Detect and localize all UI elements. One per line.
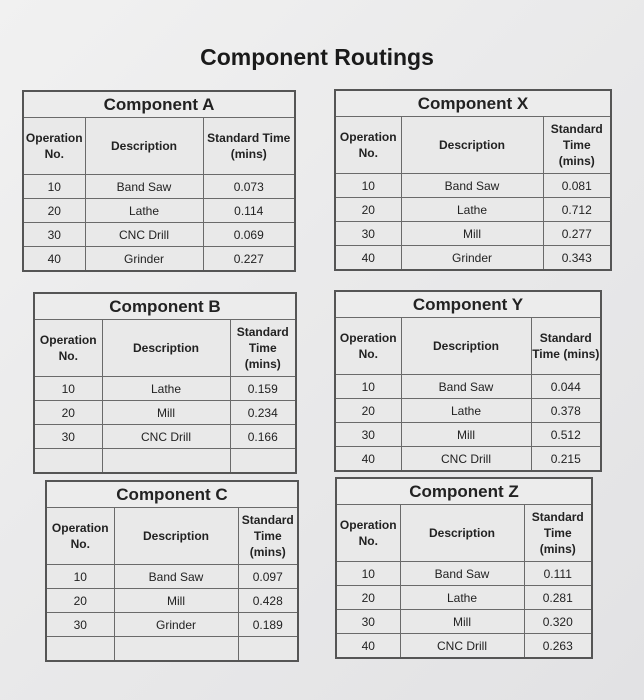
standard-time: 0.512 — [531, 423, 601, 447]
table-row — [23, 199, 295, 223]
operation-no: 10 — [46, 565, 114, 589]
component-table — [334, 290, 602, 472]
table-row — [336, 634, 592, 659]
description: Lathe — [102, 377, 230, 401]
description: Mill — [102, 401, 230, 425]
description: Band Saw — [85, 175, 203, 199]
description: Mill — [400, 610, 524, 634]
header-operation-no: Operation No. — [34, 320, 102, 377]
operation-no: 20 — [335, 399, 401, 423]
header-standard-time: Standard Time (mins) — [531, 318, 601, 375]
description: Lathe — [400, 586, 524, 610]
description: Mill — [114, 589, 238, 613]
table-row — [335, 423, 601, 447]
operation-no: 40 — [335, 447, 401, 472]
operation-no: 30 — [336, 610, 400, 634]
standard-time: 0.189 — [238, 613, 298, 637]
operation-no: 10 — [335, 174, 401, 198]
standard-time: 0.234 — [230, 401, 296, 425]
component-name: Component X — [335, 90, 611, 117]
component-table — [334, 89, 612, 271]
header-standard-time: Standard Time (mins) — [230, 320, 296, 377]
standard-time: 0.159 — [230, 377, 296, 401]
header-description: Description — [401, 318, 531, 375]
standard-time: 0.166 — [230, 425, 296, 449]
table-row — [23, 223, 295, 247]
standard-time: 0.081 — [543, 174, 611, 198]
description — [102, 449, 230, 474]
standard-time: 0.227 — [203, 247, 295, 272]
header-standard-time: Standard Time (mins) — [238, 508, 298, 565]
standard-time: 0.114 — [203, 199, 295, 223]
description — [114, 637, 238, 662]
description: CNC Drill — [85, 223, 203, 247]
standard-time: 0.343 — [543, 246, 611, 271]
description: Grinder — [401, 246, 543, 271]
table-row — [34, 377, 296, 401]
table-row — [34, 401, 296, 425]
operation-no: 30 — [34, 425, 102, 449]
description: Band Saw — [400, 562, 524, 586]
operation-no: 30 — [335, 423, 401, 447]
operation-no — [34, 449, 102, 474]
component-name: Component B — [34, 293, 296, 320]
operation-no: 20 — [34, 401, 102, 425]
table-row — [335, 174, 611, 198]
header-operation-no: Operation No. — [335, 318, 401, 375]
description: Mill — [401, 222, 543, 246]
page-title: Component Routings — [200, 44, 434, 70]
description: Lathe — [401, 399, 531, 423]
operation-no: 40 — [335, 246, 401, 271]
description: Grinder — [85, 247, 203, 272]
standard-time: 0.097 — [238, 565, 298, 589]
table-row — [23, 247, 295, 272]
table-row — [46, 613, 298, 637]
component-table — [45, 480, 299, 662]
table-row — [335, 198, 611, 222]
description: CNC Drill — [102, 425, 230, 449]
operation-no — [46, 637, 114, 662]
operation-no: 30 — [23, 223, 85, 247]
standard-time: 0.277 — [543, 222, 611, 246]
table-row — [46, 637, 298, 662]
header-operation-no: Operation No. — [23, 118, 85, 175]
table-row — [46, 565, 298, 589]
description: Lathe — [85, 199, 203, 223]
standard-time: 0.712 — [543, 198, 611, 222]
operation-no: 20 — [335, 198, 401, 222]
description: Band Saw — [114, 565, 238, 589]
standard-time: 0.320 — [524, 610, 592, 634]
standard-time: 0.111 — [524, 562, 592, 586]
description: Band Saw — [401, 174, 543, 198]
component-name: Component C — [46, 481, 298, 508]
operation-no: 10 — [335, 375, 401, 399]
component-name: Component Y — [335, 291, 601, 318]
description: Lathe — [401, 198, 543, 222]
header-description: Description — [114, 508, 238, 565]
table-row — [336, 610, 592, 634]
standard-time: 0.073 — [203, 175, 295, 199]
header-standard-time: Standard Time (mins) — [543, 117, 611, 174]
description: Band Saw — [401, 375, 531, 399]
component-table — [335, 477, 593, 659]
operation-no: 30 — [335, 222, 401, 246]
operation-no: 20 — [336, 586, 400, 610]
operation-no: 20 — [23, 199, 85, 223]
header-standard-time: Standard Time (mins) — [203, 118, 295, 175]
operation-no: 20 — [46, 589, 114, 613]
header-description: Description — [401, 117, 543, 174]
standard-time: 0.263 — [524, 634, 592, 659]
header-description: Description — [85, 118, 203, 175]
description: Mill — [401, 423, 531, 447]
standard-time: 0.215 — [531, 447, 601, 472]
standard-time: 0.069 — [203, 223, 295, 247]
table-row — [335, 447, 601, 472]
header-standard-time: Standard Time (mins) — [524, 505, 592, 562]
operation-no: 10 — [23, 175, 85, 199]
component-name: Component Z — [336, 478, 592, 505]
table-row — [335, 222, 611, 246]
standard-time — [230, 449, 296, 474]
table-row — [335, 375, 601, 399]
component-table — [33, 292, 297, 474]
table-row — [336, 562, 592, 586]
table-row — [336, 586, 592, 610]
operation-no: 40 — [336, 634, 400, 659]
operation-no: 10 — [336, 562, 400, 586]
standard-time — [238, 637, 298, 662]
description: Grinder — [114, 613, 238, 637]
table-row — [23, 175, 295, 199]
operation-no: 40 — [23, 247, 85, 272]
standard-time: 0.044 — [531, 375, 601, 399]
header-description: Description — [400, 505, 524, 562]
table-row — [34, 425, 296, 449]
header-operation-no: Operation No. — [46, 508, 114, 565]
header-description: Description — [102, 320, 230, 377]
table-row — [46, 589, 298, 613]
standard-time: 0.378 — [531, 399, 601, 423]
component-table — [22, 90, 296, 272]
component-name: Component A — [23, 91, 295, 118]
operation-no: 10 — [34, 377, 102, 401]
table-row — [34, 449, 296, 474]
table-row — [335, 246, 611, 271]
header-operation-no: Operation No. — [335, 117, 401, 174]
standard-time: 0.281 — [524, 586, 592, 610]
operation-no: 30 — [46, 613, 114, 637]
description: CNC Drill — [401, 447, 531, 472]
header-operation-no: Operation No. — [336, 505, 400, 562]
description: CNC Drill — [400, 634, 524, 659]
standard-time: 0.428 — [238, 589, 298, 613]
table-row — [335, 399, 601, 423]
